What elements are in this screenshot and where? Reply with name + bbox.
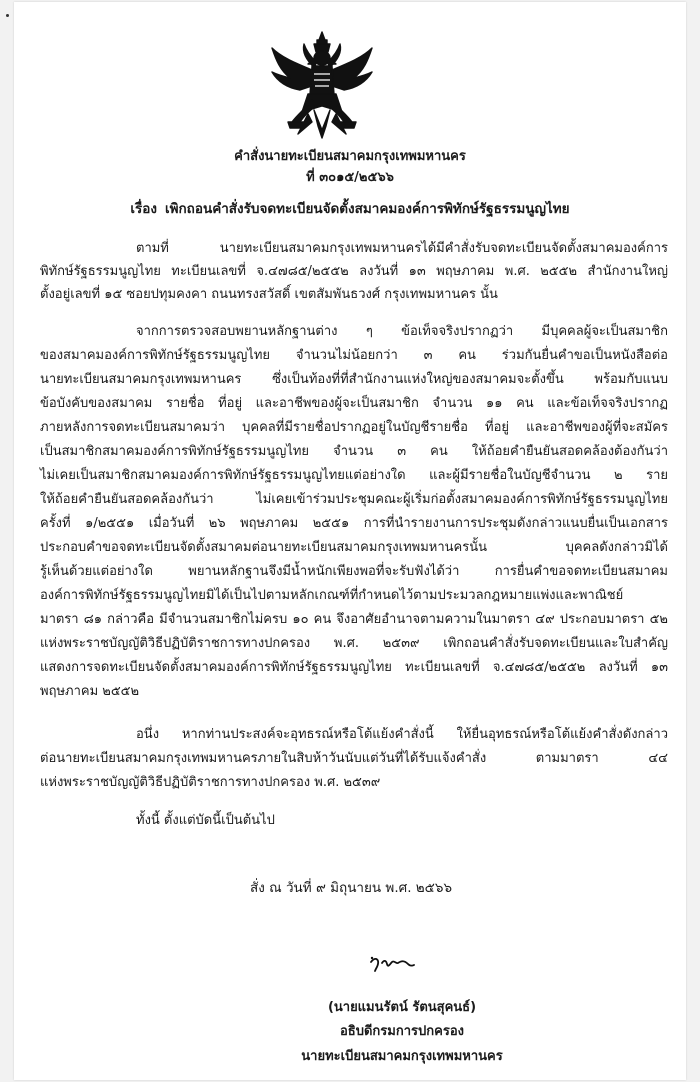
para2-line: รู้เห็นด้วยแต่อย่างใด พยานหลักฐานจึงมีน้ำหนักเพียงพอที่จะรับฟังได้ว่า การยื่นคำขอจดทะเบียนสมาคม [40, 564, 668, 579]
para2-line: ภายหลังการจดทะเบียนสมาคมว่า บุคคลที่มีรายชื่อปรากฏอยู่ในบัญชีรายชื่อ ที่อยู่ และอาชีพของผู้ที่จะสมัคร [40, 420, 668, 435]
para1-line: พิทักษ์รัฐธรรมนูญไทย ทะเบียนเลขที่ จ.๔๗๘๕/๒๕๕๒ ลงวันที่ ๑๓ พฤษภาคม พ.ศ. ๒๕๕๒ สำนักงานใหญ่ [40, 264, 668, 279]
para2-line: องค์การพิทักษ์รัฐธรรมนูญไทยมิได้เป็นไปตามหลักเกณฑ์ที่กำหนดไว้ตามประมวลกฎหมายแพ่งและพาณิชย์ [40, 588, 624, 603]
scan-dot [6, 14, 9, 17]
effective-clause: ทั้งนี้ ตั้งแต่บัดนี้เป็นต้นไป [136, 813, 275, 828]
garuda-emblem-icon [268, 30, 376, 142]
para2-line: ประกอบคำขอจดทะเบียนจัดตั้งสมาคมต่อนายทะเบียนสมาคมกรุงเทพมหานครนั้น บุคคลดังกล่าวมิได้ [40, 540, 668, 555]
para2-line: แสดงการจดทะเบียนจัดตั้งสมาคมองค์การพิทักษ์รัฐธรรมนูญไทย ทะเบียนเลขที่ จ.๔๗๘๕/๒๕๕๒ ลงวันที่ ๑๓ [40, 660, 668, 675]
signatory-position: นายทะเบียนสมาคมกรุงเทพมหานคร [301, 1049, 503, 1064]
para2-line: ให้ถ้อยคำยืนยันสอดคล้องกันว่า ไม่เคยเข้าร่วมประชุมคณะผู้เริ่มก่อตั้งสมาคมองค์การพิทักษ์รัฐธรรมนูญไทย [40, 492, 668, 507]
para2-line: เป็นสมาชิกสมาคมองค์การพิทักษ์รัฐธรรมนูญไทย จำนวน ๓ คน ให้ถ้อยคำยืนยันสอดคล้องต้องกันว่า [40, 444, 668, 459]
para2-line: แห่งพระราชบัญญัติวิธีปฏิบัติราชการทางปกครอง พ.ศ. ๒๕๓๙ เพิกถอนคำสั่งรับจดทะเบียนและใบสำคัญ [40, 636, 668, 651]
para3-line: แห่งพระราชบัญญัติวิธีปฏิบัติราชการทางปกครอง พ.ศ. ๒๕๓๙ [40, 775, 381, 790]
para2-line: ข้อบังคับของสมาคม รายชื่อ ที่อยู่ และอาชีพของผู้จะเป็นสมาชิก จำนวน ๑๑ คน และข้อเท็จจริงปรากฏ [40, 396, 668, 411]
para3-line: ต่อนายทะเบียนสมาคมกรุงเทพมหานครภายในสิบห้าวันนับแต่วันที่ได้รับแจ้งคำสั่ง ตามมาตรา ๔๔ [40, 751, 668, 766]
para2-line: นายทะเบียนสมาคมกรุงเทพมหานคร ซึ่งเป็นท้องที่ที่สำนักงานแห่งใหญ่ของสมาคมจะตั้งขึ้น พร้อมกับแนบ [40, 372, 668, 387]
order-date: สั่ง ณ วันที่ ๙ มิถุนายน พ.ศ. ๒๕๖๖ [250, 880, 453, 896]
para1-line: ตั้งอยู่เลขที่ ๑๕ ซอยปทุมคงคา ถนนทรงสวัสดิ์ เขตสัมพันธวงศ์ กรุงเทพมหานคร นั้น [40, 287, 498, 302]
para2-line: ครั้งที่ ๑/๒๕๕๑ เมื่อวันที่ ๒๖ พฤษภาคม ๒๕๕๑ การที่นำรายงานการประชุมดังกล่าวแนบยื่นเป็นเอกสาร [40, 516, 668, 531]
para3-line: อนึ่ง หากท่านประสงค์จะอุทธรณ์หรือโต้แย้งคำสั่งนี้ ให้ยื่นอุทธรณ์หรือโต้แย้งคำสั่งดังกล่าว [136, 727, 668, 742]
para1-line: ตามที่ นายทะเบียนสมาคมกรุงเทพมหานครได้มีคำสั่งรับจดทะเบียนจัดตั้งสมาคมองค์การ [136, 241, 668, 256]
para2-line: ของสมาคมองค์การพิทักษ์รัฐธรรมนูญไทย จำนวนไม่น้อยกว่า ๓ คน ร่วมกันยื่นคำขอเป็นหนังสือต่อ [40, 348, 668, 363]
signatory-name: (นายแมนรัตน์ รัตนสุคนธ์) [327, 1000, 477, 1015]
subject-text: เพิกถอนคำสั่งรับจดทะเบียนจัดตั้งสมาคมองค์การพิทักษ์รัฐธรรมนูญไทย [165, 201, 570, 217]
para2-line: มาตรา ๘๑ กล่าวคือ มีจำนวนสมาชิกไม่ครบ ๑๐ คน จึงอาศัยอำนาจตามความในมาตรา ๔๙ ประกอบมาตรา ๕๒ [40, 612, 668, 627]
order-number: ที่ ๓๐๑๕/๒๕๖๖ [306, 170, 394, 185]
order-subject [0, 200, 700, 218]
subject-label: เรื่อง [130, 201, 157, 217]
para2-line: พฤษภาคม ๒๕๕๒ [40, 684, 140, 699]
order-title: คำสั่งนายทะเบียนสมาคมกรุงเทพมหานคร [234, 149, 466, 164]
signatory-position: อธิบดีกรมการปกครอง [340, 1024, 464, 1039]
para2-line: จากการตรวจสอบพยานหลักฐานต่าง ๆ ข้อเท็จจริงปรากฏว่า มีบุคคลผู้จะเป็นสมาชิก [136, 324, 668, 339]
handwritten-signature-icon [368, 954, 416, 976]
para2-line: ไม่เคยเป็นสมาชิกสมาคมองค์การพิทักษ์รัฐธรรมนูญไทยแต่อย่างใด และผู้มีรายชื่อในบัญชีจำนวน ๒ ราย [40, 468, 668, 483]
